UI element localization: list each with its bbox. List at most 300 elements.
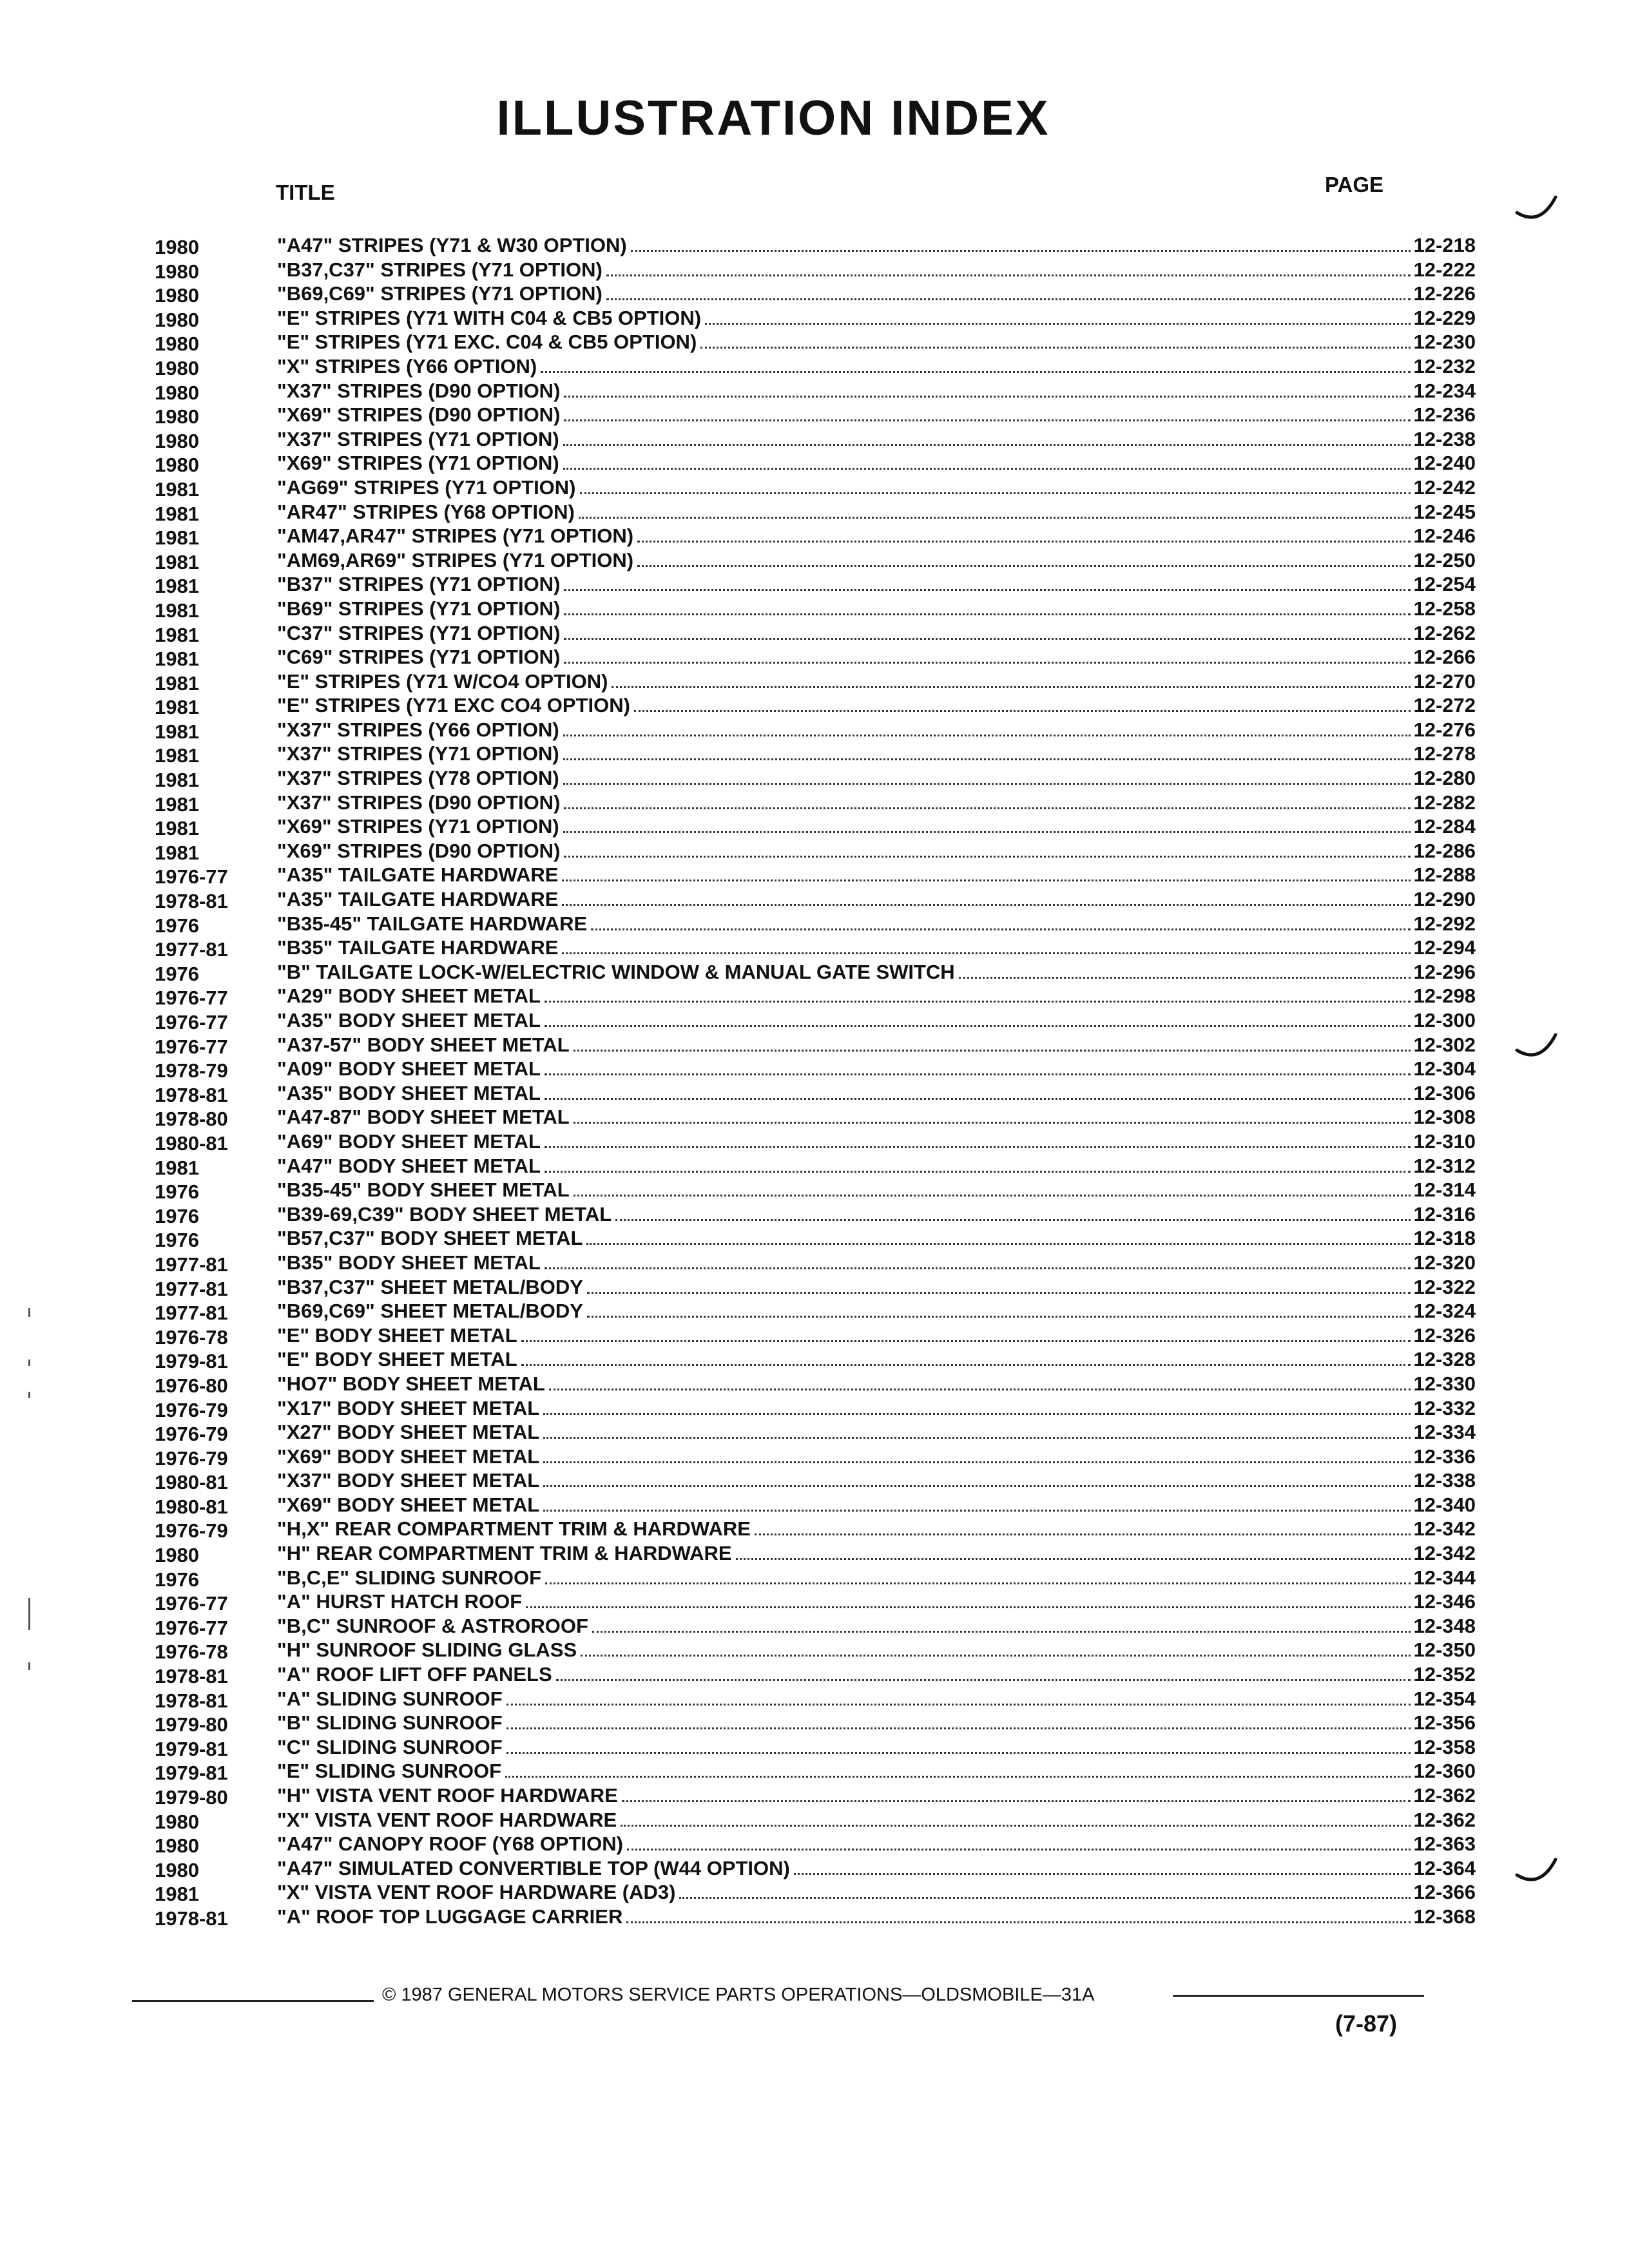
row-title: "X27" BODY SHEET METAL bbox=[277, 1421, 540, 1444]
dot-leader bbox=[541, 354, 1411, 373]
row-entry bbox=[277, 597, 1476, 621]
row-year: 1976-77 bbox=[155, 1035, 228, 1058]
row-title: "E" STRIPES (Y71 WITH C04 & CB5 OPTION) bbox=[277, 306, 702, 329]
dot-leader bbox=[543, 1396, 1411, 1415]
index-list bbox=[155, 233, 1476, 1930]
row-page-number: 12-336 bbox=[1413, 1445, 1476, 1468]
row-year: 1980 bbox=[155, 454, 199, 477]
row-year: 1976 bbox=[155, 1229, 199, 1252]
row-title: "A35" BODY SHEET METAL bbox=[277, 1009, 541, 1032]
row-page-number: 12-280 bbox=[1413, 767, 1476, 790]
binder-hole-mark-top bbox=[1514, 193, 1561, 224]
dot-leader bbox=[621, 1808, 1411, 1827]
index-row bbox=[155, 1832, 1476, 1858]
index-row bbox=[155, 1905, 1476, 1930]
row-year: 1980-81 bbox=[155, 1131, 228, 1155]
row-year: 1976 bbox=[155, 1568, 199, 1591]
dot-leader bbox=[626, 1905, 1411, 1923]
row-year: 1980 bbox=[155, 308, 199, 331]
row-page-number: 12-284 bbox=[1413, 815, 1476, 838]
row-entry bbox=[277, 282, 1476, 306]
row-page-number: 12-324 bbox=[1413, 1300, 1476, 1323]
row-title: "E" STRIPES (Y71 W/CO4 OPTION) bbox=[277, 669, 608, 693]
row-page-number: 12-314 bbox=[1413, 1178, 1476, 1202]
row-year: 1980 bbox=[155, 260, 199, 283]
row-page-number: 12-364 bbox=[1413, 1856, 1476, 1879]
dot-leader bbox=[637, 524, 1411, 543]
row-entry bbox=[277, 1808, 1476, 1832]
row-entry bbox=[277, 984, 1476, 1008]
row-title: "B69,C69" SHEET METAL/BODY bbox=[277, 1300, 583, 1323]
row-year: 1979-81 bbox=[155, 1762, 228, 1785]
row-year: 1981 bbox=[155, 599, 199, 622]
row-year: 1980-81 bbox=[155, 1471, 228, 1494]
dot-leader bbox=[580, 476, 1411, 494]
index-row bbox=[155, 693, 1476, 719]
row-page-number: 12-316 bbox=[1413, 1202, 1476, 1225]
row-year: 1981 bbox=[155, 744, 199, 767]
row-entry bbox=[277, 718, 1476, 742]
dot-leader bbox=[563, 742, 1411, 760]
row-title: "X17" BODY SHEET METAL bbox=[277, 1396, 540, 1419]
row-title: "B,C" SUNROOF & ASTROROOF bbox=[277, 1614, 588, 1637]
dot-leader bbox=[556, 1662, 1411, 1681]
scan-mark bbox=[28, 1598, 30, 1630]
row-entry bbox=[277, 354, 1476, 379]
row-entry bbox=[277, 500, 1476, 524]
row-entry bbox=[277, 1299, 1476, 1323]
dot-leader bbox=[622, 1783, 1411, 1802]
index-row bbox=[155, 306, 1476, 331]
row-year: 1978-81 bbox=[155, 1083, 228, 1106]
row-year: 1979-80 bbox=[155, 1786, 228, 1809]
row-page-number: 12-230 bbox=[1413, 331, 1476, 354]
dot-leader bbox=[959, 960, 1411, 979]
row-entry bbox=[277, 669, 1476, 694]
dot-leader bbox=[564, 645, 1411, 664]
dot-leader bbox=[545, 1008, 1411, 1027]
dot-leader bbox=[545, 1566, 1411, 1584]
row-year: 1977-81 bbox=[155, 1302, 228, 1325]
row-page-number: 12-266 bbox=[1413, 646, 1476, 669]
dot-leader bbox=[612, 669, 1411, 688]
row-year: 1979-81 bbox=[155, 1350, 228, 1373]
index-row bbox=[155, 379, 1476, 404]
row-page-number: 12-338 bbox=[1413, 1469, 1476, 1492]
row-title: "B35-45" TAILGATE HARDWARE bbox=[277, 912, 588, 935]
row-entry bbox=[277, 524, 1476, 548]
row-title: "X37" BODY SHEET METAL bbox=[277, 1469, 540, 1492]
dot-leader bbox=[755, 1517, 1411, 1535]
row-year: 1981 bbox=[155, 817, 199, 840]
row-year: 1981 bbox=[155, 841, 199, 864]
row-entry bbox=[277, 936, 1476, 960]
index-row bbox=[155, 1105, 1476, 1131]
row-page-number: 12-322 bbox=[1413, 1275, 1476, 1298]
index-row bbox=[155, 233, 1476, 258]
index-row bbox=[155, 742, 1476, 767]
dot-leader bbox=[794, 1856, 1411, 1875]
row-page-number: 12-258 bbox=[1413, 597, 1476, 620]
dot-leader bbox=[705, 306, 1411, 325]
row-title: "H" REAR COMPARTMENT TRIM & HARDWARE bbox=[277, 1542, 732, 1565]
row-entry bbox=[277, 1468, 1476, 1493]
dot-leader bbox=[545, 1129, 1411, 1148]
row-entry bbox=[277, 791, 1476, 815]
row-page-number: 12-302 bbox=[1413, 1033, 1476, 1056]
index-row bbox=[155, 814, 1476, 840]
row-title: "B35" TAILGATE HARDWARE bbox=[277, 936, 559, 959]
row-entry bbox=[277, 379, 1476, 403]
dot-leader bbox=[562, 936, 1411, 954]
index-row bbox=[155, 1541, 1476, 1567]
dot-leader bbox=[562, 887, 1411, 906]
row-page-number: 12-320 bbox=[1413, 1251, 1476, 1274]
row-title: "H,X" REAR COMPARTMENT TRIM & HARDWARE bbox=[277, 1517, 751, 1541]
dot-leader bbox=[564, 379, 1411, 398]
dot-leader bbox=[549, 1372, 1411, 1390]
dot-leader bbox=[587, 1275, 1411, 1294]
index-row bbox=[155, 1008, 1476, 1033]
row-page-number: 12-234 bbox=[1413, 379, 1476, 402]
row-year: 1980 bbox=[155, 1858, 199, 1881]
dot-leader bbox=[586, 1226, 1411, 1245]
row-page-number: 12-362 bbox=[1413, 1784, 1476, 1807]
index-row bbox=[155, 258, 1476, 283]
index-row bbox=[155, 791, 1476, 816]
row-year: 1981 bbox=[155, 550, 199, 573]
dot-leader bbox=[543, 1468, 1411, 1487]
row-page-number: 12-298 bbox=[1413, 985, 1476, 1008]
dot-leader bbox=[592, 1614, 1411, 1633]
index-row bbox=[155, 1226, 1476, 1252]
row-page-number: 12-286 bbox=[1413, 839, 1476, 862]
row-page-number: 12-300 bbox=[1413, 1009, 1476, 1032]
row-page-number: 12-342 bbox=[1413, 1542, 1476, 1565]
row-year: 1980-81 bbox=[155, 1495, 228, 1518]
row-page-number: 12-222 bbox=[1413, 258, 1476, 281]
row-year: 1978-81 bbox=[155, 1665, 228, 1688]
index-row bbox=[155, 1323, 1476, 1349]
row-page-number: 12-310 bbox=[1413, 1129, 1476, 1153]
row-entry bbox=[277, 1033, 1476, 1057]
row-title: "HO7" BODY SHEET METAL bbox=[277, 1372, 545, 1395]
row-page-number: 12-362 bbox=[1413, 1808, 1476, 1831]
row-year: 1981 bbox=[155, 793, 199, 816]
row-entry bbox=[277, 1129, 1476, 1154]
index-row bbox=[155, 282, 1476, 307]
row-title: "A" ROOF LIFT OFF PANELS bbox=[277, 1663, 552, 1686]
index-row bbox=[155, 1566, 1476, 1591]
index-row bbox=[155, 1299, 1476, 1325]
row-year: 1976 bbox=[155, 1180, 199, 1204]
row-title: "X69" STRIPES (Y71 OPTION) bbox=[277, 452, 559, 475]
row-page-number: 12-356 bbox=[1413, 1711, 1476, 1735]
row-page-number: 12-278 bbox=[1413, 742, 1476, 765]
row-page-number: 12-304 bbox=[1413, 1057, 1476, 1081]
index-row bbox=[155, 936, 1476, 961]
index-row bbox=[155, 1783, 1476, 1809]
dot-leader bbox=[679, 1880, 1411, 1899]
row-title: "B" TAILGATE LOCK-W/ELECTRIC WINDOW & MANUAL GATE SWITCH bbox=[277, 960, 955, 983]
row-year: 1978-80 bbox=[155, 1108, 228, 1131]
row-year: 1981 bbox=[155, 623, 199, 646]
row-page-number: 12-226 bbox=[1413, 282, 1476, 305]
dot-leader bbox=[563, 718, 1411, 736]
row-entry bbox=[277, 1662, 1476, 1687]
row-title: "A35" TAILGATE HARDWARE bbox=[277, 863, 559, 887]
row-year: 1976-77 bbox=[155, 986, 228, 1010]
row-page-number: 12-290 bbox=[1413, 888, 1476, 911]
index-row bbox=[155, 1808, 1476, 1833]
row-entry bbox=[277, 1759, 1476, 1783]
row-title: "B37" STRIPES (Y71 OPTION) bbox=[277, 573, 561, 596]
row-year: 1976-79 bbox=[155, 1423, 228, 1446]
index-row bbox=[155, 766, 1476, 792]
row-entry bbox=[277, 621, 1476, 646]
row-title: "E" STRIPES (Y71 EXC. C04 & CB5 OPTION) bbox=[277, 331, 697, 354]
dot-leader bbox=[634, 693, 1411, 712]
index-row bbox=[155, 839, 1476, 864]
row-entry bbox=[277, 1687, 1476, 1711]
row-entry bbox=[277, 839, 1476, 863]
row-title: "AM69,AR69" STRIPES (Y71 OPTION) bbox=[277, 548, 634, 572]
dot-leader bbox=[615, 1202, 1411, 1221]
row-year: 1976-77 bbox=[155, 1592, 228, 1615]
row-title: "AR47" STRIPES (Y68 OPTION) bbox=[277, 500, 575, 523]
row-year: 1980 bbox=[155, 381, 199, 404]
row-page-number: 12-294 bbox=[1413, 936, 1476, 959]
index-row bbox=[155, 1129, 1476, 1155]
row-entry bbox=[277, 1832, 1476, 1856]
row-year: 1976-79 bbox=[155, 1398, 228, 1421]
row-year: 1981 bbox=[155, 648, 199, 671]
row-page-number: 12-330 bbox=[1413, 1372, 1476, 1395]
row-title: "A69" BODY SHEET METAL bbox=[277, 1129, 541, 1153]
row-title: "B37,C37" SHEET METAL/BODY bbox=[277, 1275, 583, 1298]
row-year: 1976-77 bbox=[155, 865, 228, 889]
footer bbox=[132, 1984, 1447, 2010]
row-page-number: 12-318 bbox=[1413, 1227, 1476, 1250]
row-year: 1981 bbox=[155, 1883, 199, 1906]
row-entry bbox=[277, 742, 1476, 766]
row-title: "X69" STRIPES (Y71 OPTION) bbox=[277, 815, 559, 838]
index-row bbox=[155, 597, 1476, 622]
row-year: 1980 bbox=[155, 332, 199, 356]
row-year: 1981 bbox=[155, 720, 199, 743]
dot-leader bbox=[579, 500, 1411, 519]
row-year: 1981 bbox=[155, 696, 199, 719]
row-page-number: 12-282 bbox=[1413, 791, 1476, 814]
index-row bbox=[155, 863, 1476, 889]
row-title: "B39-69,C39" BODY SHEET METAL bbox=[277, 1202, 612, 1225]
row-entry bbox=[277, 1323, 1476, 1348]
row-entry bbox=[277, 1493, 1476, 1517]
row-page-number: 12-229 bbox=[1413, 306, 1476, 329]
row-entry bbox=[277, 306, 1476, 331]
row-title: "E" STRIPES (Y71 EXC CO4 OPTION) bbox=[277, 694, 630, 717]
row-title: "B" SLIDING SUNROOF bbox=[277, 1711, 503, 1735]
dot-leader bbox=[545, 1081, 1411, 1100]
index-row bbox=[155, 500, 1476, 525]
dot-leader bbox=[521, 1347, 1411, 1366]
dot-leader bbox=[591, 912, 1411, 930]
row-year: 1980 bbox=[155, 1810, 199, 1833]
row-title: "B35" BODY SHEET METAL bbox=[277, 1251, 541, 1274]
row-entry bbox=[277, 1783, 1476, 1808]
row-year: 1976 bbox=[155, 1204, 199, 1227]
row-entry bbox=[277, 1372, 1476, 1396]
row-year: 1977-81 bbox=[155, 938, 228, 961]
row-page-number: 12-242 bbox=[1413, 476, 1476, 499]
row-title: "B57,C37" BODY SHEET METAL bbox=[277, 1227, 583, 1250]
dot-leader bbox=[736, 1541, 1411, 1560]
row-entry bbox=[277, 1880, 1476, 1905]
row-page-number: 12-354 bbox=[1413, 1687, 1476, 1710]
dot-leader bbox=[606, 258, 1411, 276]
row-page-number: 12-334 bbox=[1413, 1421, 1476, 1444]
footer-revision-code: (7-87) bbox=[1335, 2010, 1398, 2037]
row-title: "X37" STRIPES (D90 OPTION) bbox=[277, 791, 561, 814]
row-entry bbox=[277, 1905, 1476, 1929]
dot-leader bbox=[563, 766, 1411, 785]
row-year: 1976-78 bbox=[155, 1640, 228, 1664]
row-page-number: 12-262 bbox=[1413, 621, 1476, 644]
row-title: "B37,C37" STRIPES (Y71 OPTION) bbox=[277, 258, 602, 281]
row-page-number: 12-352 bbox=[1413, 1663, 1476, 1686]
row-title: "A47-87" BODY SHEET METAL bbox=[277, 1106, 570, 1129]
row-page-number: 12-254 bbox=[1413, 573, 1476, 596]
dot-leader bbox=[562, 863, 1411, 881]
footer-rule-right bbox=[1173, 1995, 1424, 1997]
row-page-number: 12-276 bbox=[1413, 718, 1476, 741]
row-year: 1981 bbox=[155, 502, 199, 525]
column-header-title: TITLE bbox=[276, 180, 335, 204]
row-title: "H" VISTA VENT ROOF HARDWARE bbox=[277, 1784, 618, 1807]
dot-leader bbox=[543, 1445, 1411, 1463]
row-entry bbox=[277, 548, 1476, 573]
row-entry bbox=[277, 1614, 1476, 1639]
row-entry bbox=[277, 1057, 1476, 1081]
index-row bbox=[155, 1033, 1476, 1058]
row-year: 1981 bbox=[155, 1156, 199, 1179]
row-page-number: 12-344 bbox=[1413, 1566, 1476, 1589]
dot-leader bbox=[581, 1638, 1411, 1657]
index-row bbox=[155, 621, 1476, 646]
binder-hole-mark-middle bbox=[1514, 1031, 1561, 1062]
dot-leader bbox=[506, 1687, 1411, 1706]
row-year: 1976 bbox=[155, 962, 199, 985]
row-year: 1977-81 bbox=[155, 1253, 228, 1276]
dot-leader bbox=[564, 597, 1411, 615]
row-title: "A47" BODY SHEET METAL bbox=[277, 1154, 541, 1177]
row-entry bbox=[277, 1251, 1476, 1275]
dot-leader bbox=[563, 814, 1411, 833]
dot-leader bbox=[564, 403, 1411, 421]
index-row bbox=[155, 1202, 1476, 1227]
index-row bbox=[155, 476, 1476, 501]
row-title: "E" BODY SHEET METAL bbox=[277, 1348, 517, 1371]
row-page-number: 12-245 bbox=[1413, 500, 1476, 523]
row-title: "B69" STRIPES (Y71 OPTION) bbox=[277, 597, 561, 620]
row-title: "B69,C69" STRIPES (Y71 OPTION) bbox=[277, 282, 602, 305]
row-title: "H" SUNROOF SLIDING GLASS bbox=[277, 1639, 577, 1662]
row-page-number: 12-363 bbox=[1413, 1832, 1476, 1856]
index-row bbox=[155, 1590, 1476, 1615]
row-year: 1976-78 bbox=[155, 1325, 228, 1349]
row-title: "A" ROOF TOP LUGGAGE CARRIER bbox=[277, 1905, 623, 1928]
row-year: 1980 bbox=[155, 1834, 199, 1858]
index-row bbox=[155, 1711, 1476, 1736]
row-title: "X" STRIPES (Y66 OPTION) bbox=[277, 354, 537, 378]
row-entry bbox=[277, 427, 1476, 452]
row-title: "AM47,AR47" STRIPES (Y71 OPTION) bbox=[277, 524, 634, 548]
index-row bbox=[155, 1347, 1476, 1373]
row-title: "X69" BODY SHEET METAL bbox=[277, 1445, 540, 1468]
row-page-number: 12-270 bbox=[1413, 669, 1476, 693]
row-title: "X69" BODY SHEET METAL bbox=[277, 1493, 540, 1516]
row-page-number: 12-306 bbox=[1413, 1081, 1476, 1104]
row-year: 1980 bbox=[155, 429, 199, 452]
row-page-number: 12-366 bbox=[1413, 1881, 1476, 1904]
dot-leader bbox=[545, 1057, 1411, 1075]
row-title: "B,C,E" SLIDING SUNROOF bbox=[277, 1566, 542, 1589]
dot-leader bbox=[564, 791, 1411, 809]
index-row bbox=[155, 403, 1476, 428]
row-page-number: 12-238 bbox=[1413, 427, 1476, 450]
dot-leader bbox=[574, 1178, 1411, 1196]
scan-mark bbox=[28, 1360, 30, 1366]
row-year: 1976-77 bbox=[155, 1616, 228, 1639]
row-title: "X37" STRIPES (Y71 OPTION) bbox=[277, 427, 559, 450]
index-row bbox=[155, 1517, 1476, 1542]
row-entry bbox=[277, 1008, 1476, 1033]
index-row bbox=[155, 1057, 1476, 1082]
row-year: 1979-80 bbox=[155, 1713, 228, 1736]
index-row bbox=[155, 1493, 1476, 1518]
row-title: "A47" SIMULATED CONVERTIBLE TOP (W44 OPTION) bbox=[277, 1856, 790, 1879]
index-row bbox=[155, 1154, 1476, 1179]
index-row bbox=[155, 330, 1476, 356]
row-page-number: 12-340 bbox=[1413, 1493, 1476, 1516]
dot-leader bbox=[543, 1420, 1411, 1439]
index-row bbox=[155, 669, 1476, 695]
index-row bbox=[155, 572, 1476, 598]
row-page-number: 12-250 bbox=[1413, 548, 1476, 572]
row-entry bbox=[277, 476, 1476, 500]
row-page-number: 12-348 bbox=[1413, 1614, 1476, 1637]
dot-leader bbox=[506, 1711, 1411, 1729]
dot-leader bbox=[564, 839, 1411, 858]
row-entry bbox=[277, 645, 1476, 669]
index-row bbox=[155, 1420, 1476, 1446]
row-title: "A29" BODY SHEET METAL bbox=[277, 985, 541, 1008]
row-entry bbox=[277, 1105, 1476, 1129]
row-year: 1981 bbox=[155, 526, 199, 550]
row-page-number: 12-272 bbox=[1413, 694, 1476, 717]
index-row bbox=[155, 1081, 1476, 1106]
row-title: "A35" BODY SHEET METAL bbox=[277, 1081, 541, 1104]
row-page-number: 12-326 bbox=[1413, 1323, 1476, 1347]
row-entry bbox=[277, 1347, 1476, 1372]
row-page-number: 12-328 bbox=[1413, 1348, 1476, 1371]
row-title: "X37" STRIPES (D90 OPTION) bbox=[277, 379, 561, 402]
dot-leader bbox=[574, 1033, 1411, 1052]
index-row bbox=[155, 1880, 1476, 1906]
index-row bbox=[155, 1759, 1476, 1785]
row-entry bbox=[277, 1711, 1476, 1735]
dot-leader bbox=[700, 330, 1411, 349]
